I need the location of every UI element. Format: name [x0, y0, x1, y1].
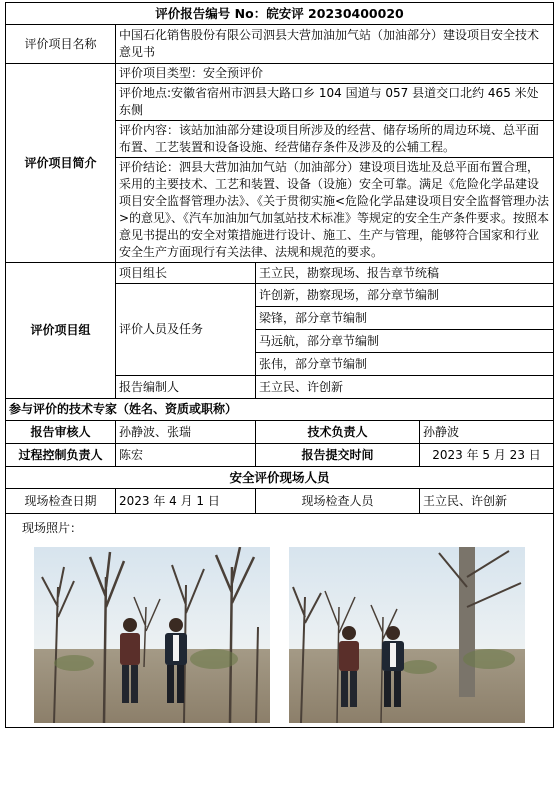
writer-value: 王立民、许创新	[256, 376, 554, 399]
inspection-date-label: 现场检查日期	[6, 489, 116, 514]
site-photo-2	[289, 547, 525, 723]
team-label: 评价项目组	[6, 263, 116, 399]
project-name-label: 评价项目名称	[6, 25, 116, 64]
inspector-figure	[120, 618, 140, 703]
inspector-figure	[339, 626, 359, 707]
leader-label: 项目组长	[116, 263, 256, 284]
inspection-people-label: 现场检查人员	[256, 489, 420, 514]
project-location: 评价地点:安徽省宿州市泗县大路口乡 104 国道与 057 县道交口北约 465 米处东侧	[116, 84, 554, 121]
member-row: 许创新，勘察现场，部分章节编制	[256, 284, 554, 307]
process-control-label: 过程控制负责人	[6, 444, 116, 467]
site-photos	[14, 547, 545, 723]
members-label: 评价人员及任务	[116, 284, 256, 376]
inspector-figure	[165, 618, 187, 703]
process-control-value: 陈宏	[116, 444, 256, 467]
member-row: 马远航，部分章节编制	[256, 330, 554, 353]
inspector-figure	[382, 626, 404, 707]
member-row: 梁锋，部分章节编制	[256, 307, 554, 330]
experts-header: 参与评价的技术专家（姓名、资质或职称）	[6, 399, 554, 421]
project-name-value: 中国石化销售股份有限公司泗县大营加油加气站（加油部分）建设项目安全技术意见书	[116, 25, 554, 64]
reviewer-label: 报告审核人	[6, 421, 116, 444]
member-row: 张伟，部分章节编制	[256, 353, 554, 376]
writer-label: 报告编制人	[116, 376, 256, 399]
site-photos-label: 现场照片：	[22, 521, 83, 535]
site-photos-cell	[6, 514, 554, 728]
leader-value: 王立民，勘察现场、报告章节统稿	[256, 263, 554, 284]
evaluation-report-sheet	[5, 2, 553, 728]
submit-time-label: 报告提交时间	[256, 444, 420, 467]
inspection-people-value: 王立民、许创新	[420, 489, 554, 514]
project-conclusion: 评价结论：泗县大营加油加气站（加油部分）建设项目选址及总平面布置合理，采用的主要技术、工艺和装置、设备（设施）安全可靠。满足《危险化学品建设项目安全监督管理办法》、《关于贯彻实施<危险化学品建设项目安全监督管理办法>的意见》、《汽车加油加气加氢站技术标准》等规定的安全生产条件要求。按照本意见书提出的安全对策措施进行设计、施工、生产与管理，能够符合国家和行业安全生产方面现行有关法律、法规和规范的要求。	[116, 158, 554, 263]
reviewer-value: 孙静波、张瑞	[116, 421, 256, 444]
trees-and-inspectors-illustration	[34, 547, 270, 723]
submit-time-value: 2023 年 5 月 23 日	[420, 444, 554, 467]
project-summary-label: 评价项目简介	[6, 64, 116, 263]
report-table	[5, 2, 554, 728]
site-staff-header: 安全评价现场人员	[6, 467, 554, 489]
tech-lead-value: 孙静波	[420, 421, 554, 444]
site-photo-1	[34, 547, 270, 723]
project-type: 评价项目类型：安全预评价	[116, 64, 554, 84]
trees-and-inspectors-illustration	[289, 547, 525, 723]
tech-lead-label: 技术负责人	[256, 421, 420, 444]
project-content: 评价内容：该站加油部分建设项目所涉及的经营、储存场所的周边环境、总平面布置、工艺装置和设备设施、经营储存条件及涉及的公辅工程。	[116, 121, 554, 158]
inspection-date-value: 2023 年 4 月 1 日	[116, 489, 256, 514]
report-number: 评价报告编号 No：皖安评 20230400020	[6, 3, 554, 25]
